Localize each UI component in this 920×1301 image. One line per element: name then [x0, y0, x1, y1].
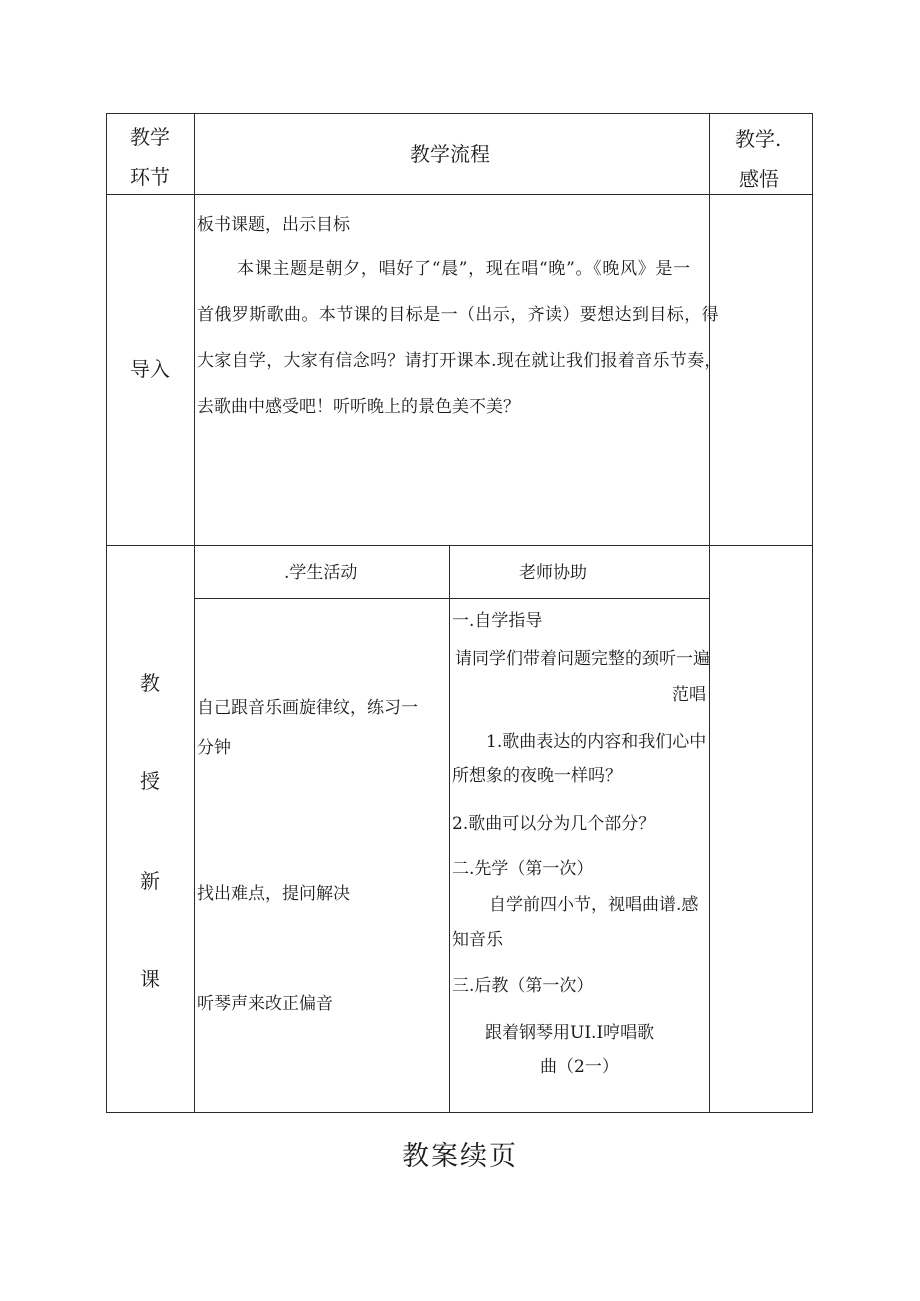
intro-line-2: 首俄罗斯歌曲。本节课的目标是一（出示，齐读）要想达到目标，得 — [197, 305, 719, 325]
teaching-section-char-1: 教 — [140, 671, 160, 695]
teacher-item-0: 一.自学指导 — [452, 611, 543, 631]
header-col2: 教学流程 — [410, 142, 490, 166]
header-col1-line1: 教学 — [130, 125, 170, 149]
subcol-divider — [449, 545, 450, 1113]
table-bottom-border — [106, 1112, 813, 1113]
intro-bottom-border — [106, 545, 813, 546]
teacher-item-7: 自学前四小节，视唱曲谱.感 — [489, 895, 699, 915]
teacher-item-2: 范唱 — [672, 685, 706, 705]
teacher-item-4: 所想象的夜晚一样吗？ — [452, 766, 622, 786]
student-activity-0: 自己跟音乐画旋律纹，练习一 — [197, 698, 418, 718]
continuation-page-title: 教案续页 — [402, 1141, 518, 1172]
student-activity-1: 分钟 — [197, 738, 231, 758]
teacher-assist-header: 老师协助 — [519, 563, 587, 583]
teacher-item-1: 请同学们带着问题完整的颈听一遍 — [455, 649, 710, 669]
teaching-section-char-4: 课 — [140, 967, 160, 991]
teaching-section-char-3: 新 — [140, 869, 160, 893]
header-col1-line2: 环节 — [130, 165, 170, 189]
table-top-border — [106, 113, 813, 114]
student-activity-3: 听琴声来改正偏音 — [197, 994, 333, 1014]
intro-line-3: 大家自学，大家有信念吗？请打开课本.现在就让我们报着音乐节奏， — [197, 351, 722, 371]
header-bottom-border — [106, 194, 813, 195]
teacher-item-8: 知音乐 — [452, 930, 503, 950]
subheader-bottom-border — [194, 598, 709, 599]
teacher-item-6: 二.先学（第一次） — [452, 859, 594, 879]
intro-section-label: 导入 — [130, 357, 170, 381]
intro-line-1: 本课主题是朝夕，唱好了“晨”，现在唱“晚”。《晚风》是一 — [237, 259, 691, 279]
table-right-border — [812, 113, 813, 1113]
intro-line-4: 去歌曲中感受吧！听听晚上的景色美不美？ — [197, 397, 520, 417]
student-activity-header: .学生活动 — [284, 563, 358, 583]
col1-right-border — [194, 113, 195, 1113]
teacher-item-10: 跟着钢琴用UI.I哼唱歌 — [485, 1023, 655, 1043]
teacher-item-5: 2.歌曲可以分为几个部分？ — [452, 814, 656, 834]
col3-left-border — [709, 113, 710, 1113]
teacher-item-11: 曲（2一） — [540, 1057, 619, 1077]
table-left-border — [106, 113, 107, 1113]
teacher-item-9: 三.后教（第一次） — [452, 976, 594, 996]
teaching-section-char-2: 授 — [140, 769, 160, 793]
teacher-item-3: 1.歌曲表达的内容和我们心中 — [486, 732, 707, 752]
intro-line-0: 板书课题，出示目标 — [197, 215, 350, 235]
header-col3-line1: 教学. — [735, 127, 782, 151]
student-activity-2: 找出难点，提问解决 — [197, 884, 350, 904]
header-col3-line2: 感悟 — [739, 167, 779, 191]
